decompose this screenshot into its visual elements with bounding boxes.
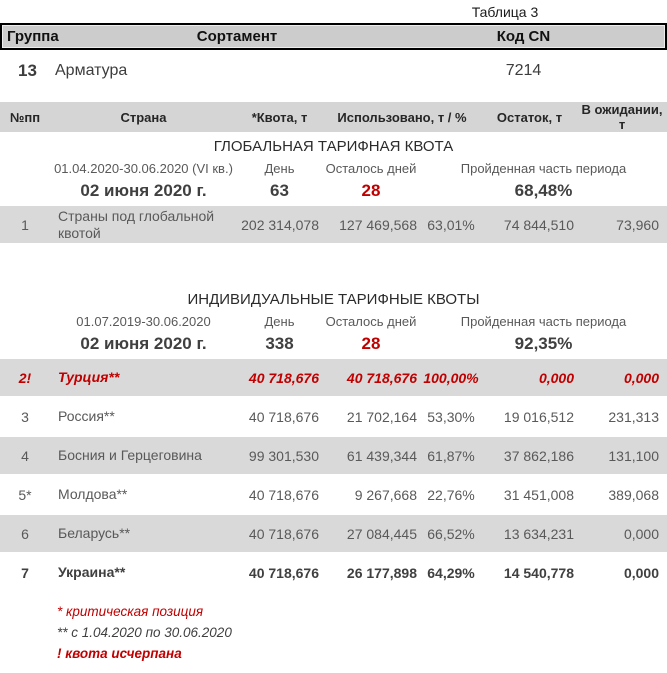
table-row-russia xyxy=(0,398,667,435)
individual-date: 02 июня 2020 г. xyxy=(80,333,207,353)
global-days-left-value: 28 xyxy=(361,180,381,200)
table-row-global-1 xyxy=(0,206,667,243)
col-header-quota: *Квота, т xyxy=(251,109,308,125)
cell-used-pct: 53,30% xyxy=(427,408,475,425)
individual-progress-label: Пройденная часть периода xyxy=(460,313,627,329)
cell-waiting: 0,000 xyxy=(623,525,659,542)
table-row-turkey xyxy=(0,359,667,396)
cell-country: Молдова** xyxy=(58,486,128,502)
cell-used-pct: 64,29% xyxy=(427,564,475,581)
group-sortament: Арматура xyxy=(55,62,128,79)
col-header-num: №пп xyxy=(9,109,41,125)
header-group: Группа xyxy=(7,28,59,45)
cell-used-pct: 63,01% xyxy=(427,216,475,233)
individual-day-value: 338 xyxy=(265,333,294,353)
global-section-title: ГЛОБАЛЬНАЯ ТАРИФНАЯ КВОТА xyxy=(213,138,454,155)
individual-progress-value: 92,35% xyxy=(514,333,573,353)
cell-num: 5* xyxy=(18,486,32,503)
group-row xyxy=(0,59,667,83)
col-header-waiting: В ожидании, т xyxy=(581,102,663,132)
col-header-used: Использовано, т / % xyxy=(337,109,467,125)
table-row-ukraine xyxy=(0,554,667,591)
col-header-country: Страна xyxy=(120,109,167,125)
cell-country: Страны под глобальной квотой xyxy=(58,207,215,241)
global-date: 02 июня 2020 г. xyxy=(80,180,207,200)
global-day-label: День xyxy=(264,160,295,176)
table-row-moldova xyxy=(0,476,667,513)
global-period: 01.04.2020-30.06.2020 (VI кв.) xyxy=(54,160,233,176)
footnotes xyxy=(57,601,667,664)
cell-quota: 202 314,078 xyxy=(241,216,319,233)
cell-num: 1 xyxy=(21,216,29,233)
individual-period-labels xyxy=(0,312,667,330)
cell-num: 6 xyxy=(21,525,29,542)
table-row-bosnia xyxy=(0,437,667,474)
cell-country: Россия** xyxy=(58,408,115,424)
individual-days-left-label: Осталось дней xyxy=(325,313,417,329)
cell-used: 40 718,676 xyxy=(346,369,417,386)
cell-used: 9 267,668 xyxy=(354,486,417,503)
cell-waiting: 0,000 xyxy=(623,564,659,581)
cell-rest: 37 862,186 xyxy=(503,447,574,464)
cell-waiting: 131,100 xyxy=(608,447,659,464)
cell-rest: 0,000 xyxy=(538,369,574,386)
cell-used: 61 439,344 xyxy=(346,447,417,464)
cell-num: 3 xyxy=(21,408,29,425)
cell-country: Беларусь** xyxy=(58,525,131,541)
cell-used: 127 469,568 xyxy=(339,216,417,233)
individual-period-values xyxy=(0,330,667,357)
group-code-cn: 7214 xyxy=(505,62,542,79)
cell-quota: 40 718,676 xyxy=(248,525,319,542)
table-row-belarus xyxy=(0,515,667,552)
cell-used-pct: 66,52% xyxy=(427,525,475,542)
cell-waiting: 231,313 xyxy=(608,408,659,425)
cell-rest: 14 540,778 xyxy=(503,564,574,581)
header-sortament: Сортамент xyxy=(196,28,278,45)
cell-rest: 74 844,510 xyxy=(503,216,574,233)
cell-quota: 40 718,676 xyxy=(248,408,319,425)
global-progress-value: 68,48% xyxy=(514,180,573,200)
footnote-quota-exhausted: ! квота исчерпана xyxy=(57,646,182,661)
cell-num: 4 xyxy=(21,447,29,464)
cell-used: 27 084,445 xyxy=(346,525,417,542)
header-code-cn: Код CN xyxy=(496,28,551,45)
cell-waiting: 389,068 xyxy=(608,486,659,503)
global-period-labels xyxy=(0,159,667,177)
individual-day-label: День xyxy=(264,313,295,329)
cell-country: Босния и Герцеговина xyxy=(58,447,202,463)
cell-country: Турция** xyxy=(58,369,120,385)
cell-rest: 13 634,231 xyxy=(503,525,574,542)
cell-rest: 31 451,008 xyxy=(503,486,574,503)
cell-quota: 40 718,676 xyxy=(248,486,319,503)
cell-waiting: 0,000 xyxy=(623,369,659,386)
global-day-value: 63 xyxy=(270,180,289,200)
global-period-values xyxy=(0,177,667,204)
cell-rest: 19 016,512 xyxy=(503,408,574,425)
individual-days-left-value: 28 xyxy=(361,333,381,353)
cell-used: 26 177,898 xyxy=(346,564,417,581)
global-days-left-label: Осталось дней xyxy=(325,160,417,176)
col-header-rest: Остаток, т xyxy=(496,109,563,125)
cell-quota: 40 718,676 xyxy=(248,564,319,581)
individual-section-title: ИНДИВИДУАЛЬНЫЕ ТАРИФНЫЕ КВОТЫ xyxy=(187,291,480,308)
individual-period: 01.07.2019-30.06.2020 xyxy=(76,313,211,329)
cell-quota: 40 718,676 xyxy=(248,369,319,386)
cell-num: 7 xyxy=(21,564,29,581)
cell-country: Украина** xyxy=(58,564,126,580)
cell-quota: 99 301,530 xyxy=(248,447,319,464)
footnote-critical-position: * критическая позиция xyxy=(57,604,204,619)
quota-table-header xyxy=(0,102,667,132)
table-label: Таблица 3 xyxy=(471,4,539,20)
cell-used: 21 702,164 xyxy=(346,408,417,425)
group-number: 13 xyxy=(18,61,37,80)
cell-used-pct: 100,00% xyxy=(423,369,479,386)
cell-waiting: 73,960 xyxy=(616,216,659,233)
cell-used-pct: 61,87% xyxy=(427,447,475,464)
global-progress-label: Пройденная часть периода xyxy=(460,160,627,176)
cell-used-pct: 22,76% xyxy=(427,486,475,503)
footnote-period-note: ** с 1.04.2020 по 30.06.2020 xyxy=(57,625,232,640)
group-table-header xyxy=(0,23,667,50)
cell-num: 2! xyxy=(18,369,32,386)
